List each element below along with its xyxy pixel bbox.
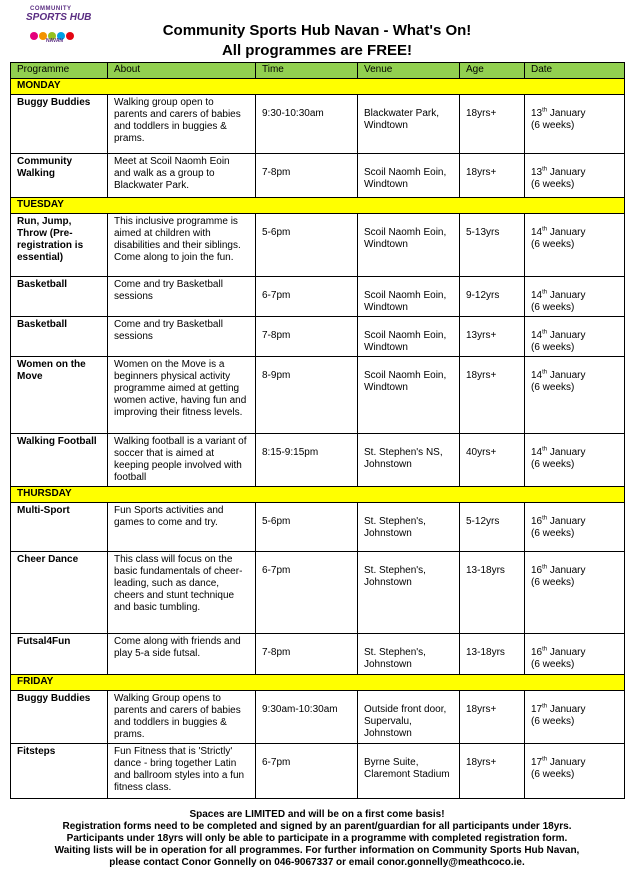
date-month: January [549,516,586,527]
about-cell: Come along with friends and play 5-a side futsal. [108,634,256,675]
programme-cell: Buggy Buddies [11,691,108,744]
table-row [11,434,625,487]
date-day: 14 [531,447,543,458]
about-cell: Walking football is a variant of soccer that is aimed at keeping people involved with football [108,434,256,487]
time-cell: 6-7pm [256,744,358,799]
time-cell: 6-7pm [256,552,358,634]
date-weeks: (6 weeks) [531,577,575,588]
time-cell: 9:30am-10:30am [256,691,358,744]
date-weeks: (6 weeks) [531,459,575,470]
age-cell: 5-12yrs [460,503,525,552]
date-suffix: th [542,703,548,710]
time-cell: 9:30-10:30am [256,95,358,154]
time-cell: 8-9pm [256,357,358,434]
table-row [11,691,625,744]
age-cell: 18yrs+ [460,691,525,744]
date-cell [525,634,625,675]
about-cell: Come and try Basketball sessions [108,277,256,317]
venue-cell: Scoil Naomh Eoin, Windtown [358,214,460,277]
date-suffix: th [542,756,548,763]
date-day: 16 [531,647,543,658]
programme-cell: Walking Football [11,434,108,487]
date-suffix: th [542,166,548,173]
about-cell: This inclusive programme is aimed at children with disabilities and their siblings. Come along to join the fun. [108,214,256,277]
table-row [11,503,625,552]
table-row [11,744,625,799]
date-month: January [549,290,586,301]
date-weeks: (6 weeks) [531,716,575,727]
table-row [11,277,625,317]
about-cell: Come and try Basketball sessions [108,317,256,357]
table-row [11,552,625,634]
about-cell: Women on the Move is a beginners physical activity programme aimed at getting women active, having fun and improving their fitness levels. [108,357,256,434]
table-row [11,357,625,434]
day-row [11,79,625,95]
date-weeks: (6 weeks) [531,302,575,313]
date-day: 16 [531,516,543,527]
date-day: 17 [531,757,543,768]
date-day: 14 [531,330,543,341]
footer-line: Participants under 18yrs will only be able to participate in a programme with completed registration form. [66,833,568,844]
programme-cell: Run, Jump, Throw (Pre-registration is essential) [11,214,108,277]
about-cell: Fun Sports activities and games to come and try. [108,503,256,552]
time-cell: 5-6pm [256,214,358,277]
programme-cell: Women on the Move [11,357,108,434]
day-label: TUESDAY [11,198,625,214]
about-cell: Fun Fitness that is 'Strictly' dance - bring together Latin and ballroom styles into a fun fitness class. [108,744,256,799]
date-month: January [549,647,586,658]
date-month: January [549,108,586,119]
date-weeks: (6 weeks) [531,769,575,780]
venue-cell: St. Stephen's, Johnstown [358,634,460,675]
programme-cell: Basketball [11,277,108,317]
date-weeks: (6 weeks) [531,239,575,250]
venue-cell: Outside front door, Supervalu, Johnstown [358,691,460,744]
date-cell [525,744,625,799]
programme-cell: Community Walking [11,154,108,198]
date-cell [525,214,625,277]
date-suffix: th [542,329,548,336]
day-row [11,675,625,691]
date-weeks: (6 weeks) [531,342,575,353]
date-suffix: th [542,289,548,296]
day-label: FRIDAY [11,675,625,691]
time-cell: 8:15-9:15pm [256,434,358,487]
column-header: Time [256,63,358,79]
age-cell: 18yrs+ [460,357,525,434]
date-weeks: (6 weeks) [531,382,575,393]
date-day: 14 [531,227,543,238]
programme-table [10,62,625,799]
table-row [11,317,625,357]
table-row [11,95,625,154]
date-cell [525,154,625,198]
date-month: January [549,167,586,178]
time-cell: 7-8pm [256,634,358,675]
date-month: January [549,704,586,715]
programme-cell: Multi-Sport [11,503,108,552]
footer-line: Waiting lists will be in operation for all programmes. For further information on Community Sports Hub Navan, [54,845,580,856]
date-day: 13 [531,108,543,119]
age-cell: 5-13yrs [460,214,525,277]
column-header: Date [525,63,625,79]
venue-cell: St. Stephen's, Johnstown [358,503,460,552]
logo-line3: NAVAN [46,38,64,44]
date-suffix: th [542,515,548,522]
about-cell: Meet at Scoil Naomh Eoin and walk as a group to Blackwater Park. [108,154,256,198]
age-cell: 13-18yrs [460,552,525,634]
venue-cell: Blackwater Park, Windtown [358,95,460,154]
venue-cell: Byrne Suite, Claremont Stadium [358,744,460,799]
date-day: 16 [531,565,543,576]
table-row [11,214,625,277]
date-suffix: th [542,646,548,653]
date-month: January [549,330,586,341]
venue-cell: Scoil Naomh Eoin, Windtown [358,357,460,434]
column-header: Programme [11,63,108,79]
date-day: 14 [531,290,543,301]
venue-cell: Scoil Naomh Eoin, Windtown [358,277,460,317]
page-title: Community Sports Hub Navan - What's On! [162,22,472,39]
date-cell [525,552,625,634]
column-header: About [108,63,256,79]
day-label: THURSDAY [11,487,625,503]
footer-notes [0,809,634,869]
day-row [11,487,625,503]
programme-cell: Futsal4Fun [11,634,108,675]
age-cell: 18yrs+ [460,95,525,154]
column-header: Venue [358,63,460,79]
date-cell [525,95,625,154]
programme-cell: Fitsteps [11,744,108,799]
date-day: 13 [531,167,543,178]
date-suffix: th [542,369,548,376]
table-row [11,154,625,198]
date-weeks: (6 weeks) [531,179,575,190]
day-label: MONDAY [11,79,625,95]
age-cell: 40yrs+ [460,434,525,487]
programme-cell: Basketball [11,317,108,357]
age-cell: 18yrs+ [460,154,525,198]
day-row [11,198,625,214]
table-row [11,634,625,675]
age-cell: 13-18yrs [460,634,525,675]
date-day: 14 [531,370,543,381]
date-month: January [549,565,586,576]
date-cell [525,503,625,552]
date-suffix: th [542,107,548,114]
table-header-row [11,63,625,79]
venue-cell: St. Stephen's, Johnstown [358,552,460,634]
footer-line: Spaces are LIMITED and will be on a first come basis! [189,809,445,820]
date-cell [525,317,625,357]
age-cell: 18yrs+ [460,744,525,799]
date-weeks: (6 weeks) [531,659,575,670]
date-day: 17 [531,704,543,715]
date-month: January [549,227,586,238]
date-weeks: (6 weeks) [531,528,575,539]
date-cell [525,691,625,744]
footer-line: please contact Conor Gonnelly on 046-9067337 or email conor.gonnelly@meathcoco.ie. [109,857,525,868]
date-suffix: th [542,564,548,571]
date-suffix: th [542,226,548,233]
date-cell [525,434,625,487]
logo-line1: COMMUNITY [30,6,72,12]
about-cell: Walking group open to parents and carers of babies and toddlers in buggies & prams. [108,95,256,154]
time-cell: 6-7pm [256,277,358,317]
programme-cell: Buggy Buddies [11,95,108,154]
venue-cell: St. Stephen's NS, Johnstown [358,434,460,487]
column-header: Age [460,63,525,79]
time-cell: 7-8pm [256,317,358,357]
age-cell: 13yrs+ [460,317,525,357]
about-cell: Walking Group opens to parents and carers of babies and toddlers in buggies & prams. [108,691,256,744]
date-cell [525,357,625,434]
programme-cell: Cheer Dance [11,552,108,634]
date-weeks: (6 weeks) [531,120,575,131]
logo-line2: SPORTS HUB [26,12,92,23]
date-suffix: th [542,446,548,453]
about-cell: This class will focus on the basic fundamentals of cheer-leading, such as dance, cheers and stunt technique and basic tumbling. [108,552,256,634]
page-subtitle: All programmes are FREE! [221,42,413,59]
venue-cell: Scoil Naomh Eoin, Windtown [358,317,460,357]
age-cell: 9-12yrs [460,277,525,317]
date-month: January [549,757,586,768]
date-month: January [549,447,586,458]
footer-line: Registration forms need to be completed and signed by an parent/guardian for all participants under 18yrs. [62,821,572,832]
time-cell: 7-8pm [256,154,358,198]
date-month: January [549,370,586,381]
time-cell: 5-6pm [256,503,358,552]
date-cell [525,277,625,317]
venue-cell: Scoil Naomh Eoin, Windtown [358,154,460,198]
